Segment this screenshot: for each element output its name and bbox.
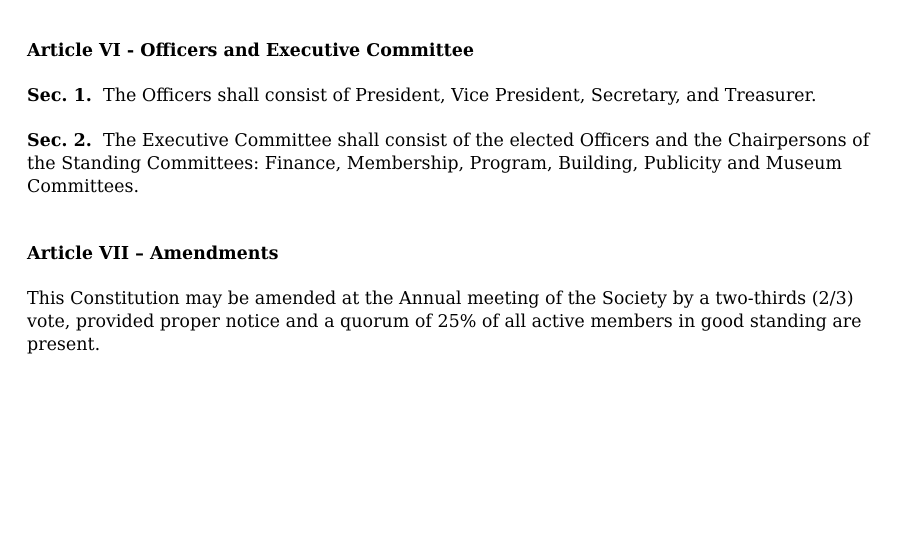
sec1-text: The Officers shall consist of President, Vice President, Secretary, and Treasurer. — [103, 86, 817, 106]
article-vi-sec2 — [27, 130, 887, 199]
sec2-label: Sec. 2. — [27, 131, 92, 151]
article-vi-heading: Article VI - Officers and Executive Committee — [27, 41, 475, 61]
sec2-text: The Executive Committee shall consist of the elected Officers and the Chairpersons of the Standing Committees: Finance, Membership, Program, Building, Publicity and Museum Committees. — [27, 131, 870, 197]
sec1-label: Sec. 1. — [27, 86, 92, 106]
article-vii-heading: Article VII – Amendments — [27, 244, 279, 264]
document-body — [27, 40, 887, 357]
article-vii-text: This Constitution may be amended at the Annual meeting of the Society by a two-thirds (2/3) vote, provided proper notice and a quorum of 25% of all active members in good standing are present. — [27, 289, 862, 355]
article-vi-sec1 — [27, 85, 887, 108]
